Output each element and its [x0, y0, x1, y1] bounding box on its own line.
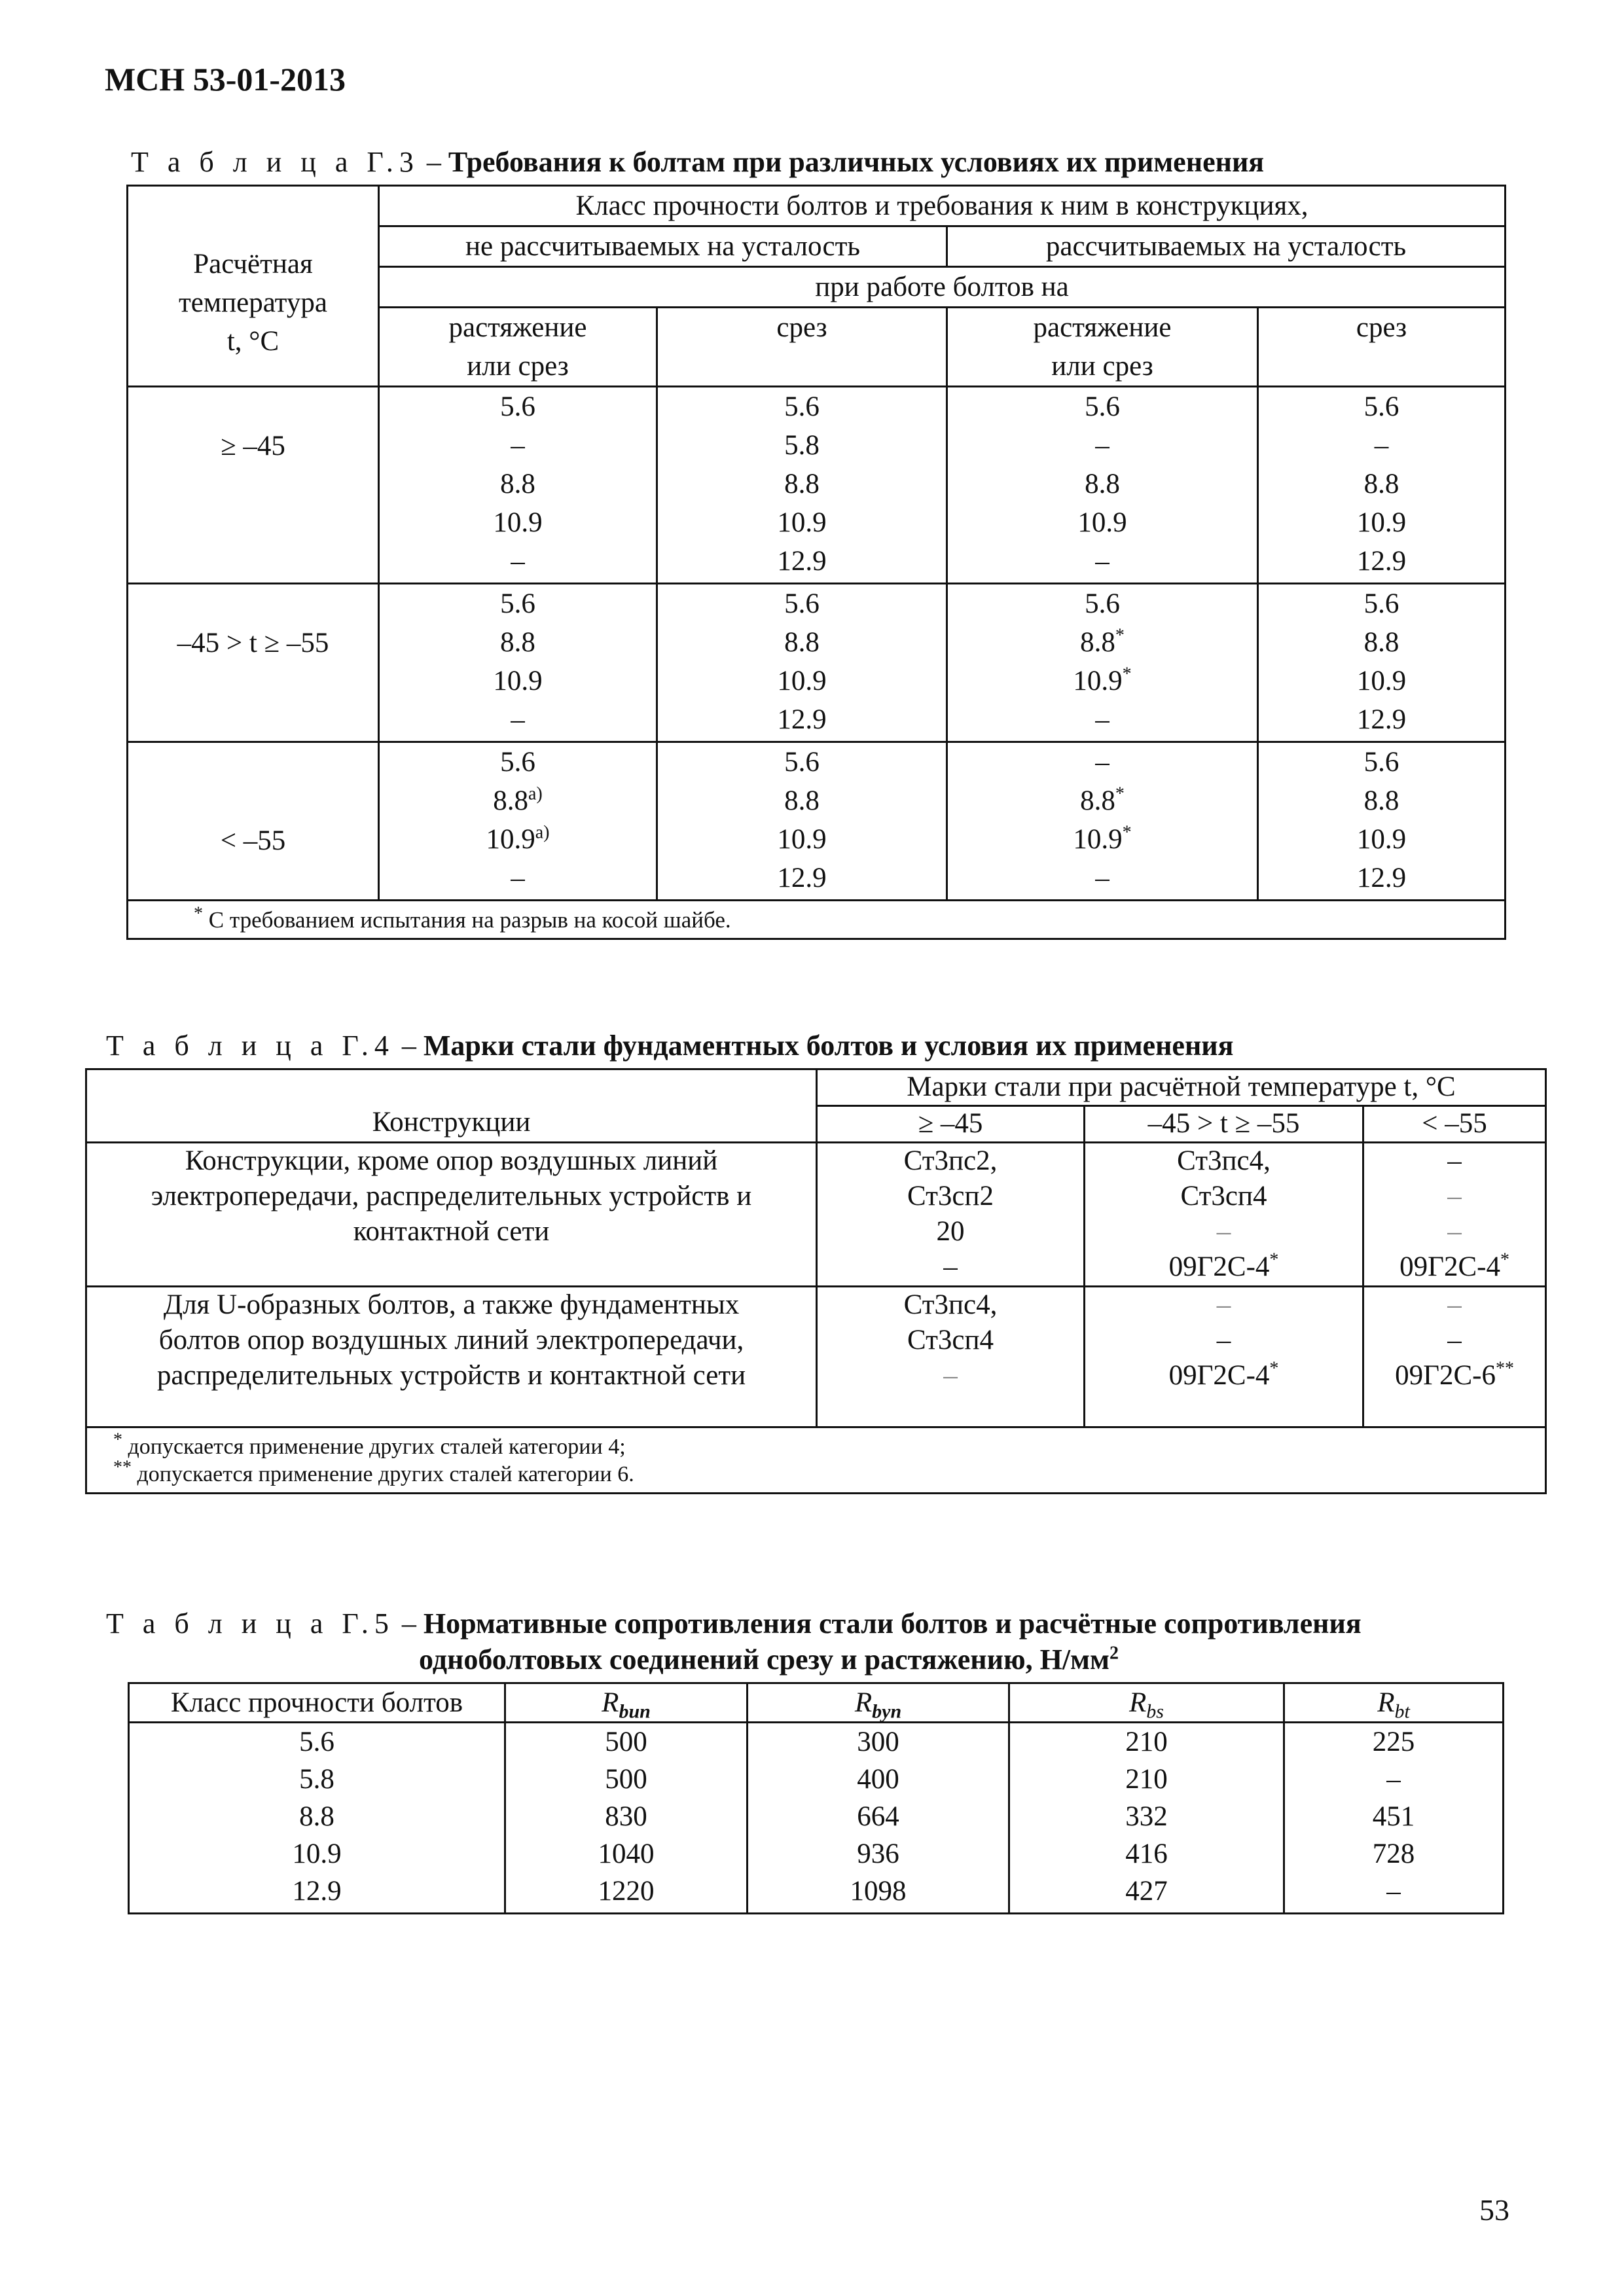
- table-cell: 416: [1125, 1839, 1168, 1869]
- class-value: 5.6: [500, 747, 535, 778]
- double-asterisk-mark: **: [1495, 1358, 1514, 1379]
- header-text: Конструкции: [372, 1107, 531, 1138]
- class-value: 10.9: [493, 507, 543, 538]
- table-row: [128, 584, 1506, 742]
- construction-line: Конструкции, кроме опор воздушных линий: [185, 1145, 718, 1176]
- footnote-text: допускается применение других сталей категории 6.: [137, 1462, 634, 1486]
- class-value: 12.9: [777, 863, 827, 893]
- table5-col: [129, 1723, 505, 1914]
- table3-footnote: [128, 901, 1506, 939]
- class-value: 10.9: [493, 666, 543, 696]
- steel-value: Ст3сп2: [907, 1181, 994, 1211]
- table3-cell: [1258, 387, 1506, 584]
- table4-cell: [1363, 1143, 1546, 1287]
- class-value: 5.6: [1363, 747, 1399, 778]
- table4-cell: [1085, 1143, 1363, 1287]
- asterisk-mark: *: [1269, 1249, 1279, 1270]
- tension-line: или срез: [1051, 351, 1153, 382]
- r-symbol: R: [602, 1687, 619, 1718]
- table-cell: 400: [857, 1764, 899, 1795]
- table-cell: 12.9: [292, 1876, 342, 1907]
- table3-cell: [1258, 742, 1506, 901]
- class-value: 8.8: [784, 785, 820, 816]
- table-cell: 10.9: [292, 1839, 342, 1869]
- steel-value: –: [1447, 1325, 1462, 1355]
- class-value: –: [511, 546, 525, 577]
- temp-value: < –55: [220, 825, 286, 856]
- table3-cell: [657, 387, 947, 584]
- asterisk-mark: *: [1269, 1358, 1279, 1379]
- table3-title: Требования к болтам при различных условиях их применения: [448, 146, 1265, 178]
- class-value: 5.6: [1363, 391, 1399, 422]
- temp-header-line: Расчётная: [193, 248, 313, 279]
- table4: [85, 1068, 1547, 1494]
- class-value: 10.9: [1073, 824, 1123, 855]
- tension-line: или срез: [467, 351, 569, 382]
- footnote-line: [113, 1429, 1545, 1461]
- table-row: [128, 387, 1506, 584]
- table5: [128, 1682, 1504, 1914]
- table4-cell: [1363, 1287, 1546, 1427]
- steel-value: –: [1216, 1289, 1231, 1320]
- class-value: 5.6: [784, 747, 820, 778]
- table3-cell: [657, 584, 947, 742]
- class-value: –: [1095, 546, 1110, 577]
- steel-value-marked: [1085, 1358, 1362, 1393]
- class-value: –: [1095, 430, 1110, 461]
- class-value: 10.9: [1077, 507, 1127, 538]
- temp-header-line: t, °С: [226, 325, 280, 357]
- table4-cell: [1085, 1287, 1363, 1427]
- asterisk-mark: *: [113, 1429, 122, 1450]
- table5-caption-line2: [419, 1643, 1119, 1676]
- table4-footnotes: [86, 1427, 1546, 1494]
- class-value-marked: [948, 820, 1257, 859]
- table3-cell: [657, 742, 947, 901]
- asterisk-mark: *: [1122, 664, 1132, 685]
- table5-r-header: [1284, 1683, 1504, 1723]
- footnote-a-mark: a): [528, 783, 543, 804]
- class-value-marked: [380, 781, 656, 820]
- class-value: 8.8: [500, 469, 535, 499]
- table3-tension-header: [379, 308, 657, 387]
- steel-value: –: [1447, 1145, 1462, 1176]
- table-cell: 1040: [598, 1839, 655, 1869]
- class-value: 5.6: [500, 588, 535, 619]
- steel-value: 20: [936, 1216, 965, 1247]
- table3-shear-header: срез: [1258, 308, 1506, 387]
- r-subscript: bun: [619, 1700, 651, 1723]
- class-value: 8.8: [1363, 627, 1399, 658]
- class-value: 8.8: [784, 627, 820, 658]
- table-row: [128, 742, 1506, 901]
- table4-construction-cell: [86, 1143, 817, 1287]
- class-value: 10.9: [1073, 666, 1123, 696]
- construction-line: электропередачи, распределительных устройств и: [151, 1181, 752, 1211]
- table4-temp-header: ≥ –45: [817, 1106, 1085, 1143]
- table3-class-header: Класс прочности болтов и требования к ним в конструкциях,: [379, 186, 1506, 226]
- table-cell: 225: [1372, 1727, 1415, 1757]
- class-value: 12.9: [1356, 546, 1407, 577]
- steel-value-marked: [1364, 1249, 1545, 1285]
- table4-temp-header: –45 > t ≥ –55: [1085, 1106, 1363, 1143]
- class-value: 12.9: [1356, 704, 1407, 735]
- footnote-line: [113, 1457, 1545, 1488]
- class-value: 8.8: [1080, 785, 1115, 816]
- table5-col: [505, 1723, 748, 1914]
- table-cell: 728: [1372, 1839, 1415, 1869]
- tension-line: растяжение: [448, 312, 587, 343]
- table-row: [129, 1723, 1504, 1914]
- table5-r-header: [748, 1683, 1009, 1723]
- class-value: –: [511, 704, 525, 735]
- r-symbol: R: [854, 1687, 873, 1718]
- class-value: 5.6: [1085, 391, 1120, 422]
- class-value-marked: [948, 623, 1257, 662]
- table5-title-line2: [419, 1643, 1119, 1676]
- steel-value-marked: [1364, 1358, 1545, 1393]
- table-cell: 500: [605, 1727, 647, 1757]
- steel-value: –: [1216, 1325, 1231, 1355]
- table3-cell: [379, 387, 657, 584]
- table3-cell: [947, 584, 1258, 742]
- steel-value: Ст3пс4,: [1177, 1145, 1271, 1176]
- table4-constructions-header: [86, 1069, 817, 1143]
- table3-cell: [379, 742, 657, 901]
- temp-header-line: температура: [179, 287, 327, 318]
- class-value-marked: [948, 781, 1257, 820]
- table4-construction-cell: [86, 1287, 817, 1427]
- class-value: –: [1095, 863, 1110, 893]
- table3-temp-header: [128, 186, 379, 387]
- table5-col: [1009, 1723, 1284, 1914]
- class-value: 8.8: [1085, 469, 1120, 499]
- asterisk-mark: *: [194, 903, 203, 924]
- table4-cell: [817, 1287, 1085, 1427]
- table-cell: 500: [605, 1764, 647, 1795]
- steel-value: Ст3пс2,: [903, 1145, 998, 1176]
- table-cell: 300: [857, 1727, 899, 1757]
- table5-col: [748, 1723, 1009, 1914]
- table3-cell: [947, 387, 1258, 584]
- asterisk-mark: *: [1115, 783, 1125, 804]
- asterisk-mark: *: [1122, 822, 1132, 843]
- table4-cell: [817, 1143, 1085, 1287]
- table4-temp-header: < –55: [1363, 1106, 1546, 1143]
- table-cell: 332: [1125, 1801, 1168, 1832]
- class-value: 8.8: [1363, 785, 1399, 816]
- class-value: 10.9: [1356, 666, 1407, 696]
- table3-not-fatigue-header: не рассчитываемых на усталость: [379, 226, 947, 267]
- class-value: –: [1095, 747, 1110, 778]
- class-value: 12.9: [777, 704, 827, 735]
- steel-value: Ст3пс4,: [903, 1289, 998, 1320]
- class-value: 8.8: [493, 785, 528, 816]
- table-cell: 8.8: [299, 1801, 334, 1832]
- table3: [126, 185, 1506, 940]
- table5-class-header: Класс прочности болтов: [129, 1683, 505, 1723]
- r-subscript: byn: [872, 1700, 902, 1723]
- r-symbol: R: [1129, 1687, 1147, 1718]
- table3-label: Т а б л и ц а Г.3: [131, 146, 420, 178]
- steel-value: –: [943, 1360, 958, 1391]
- table4-label: Т а б л и ц а Г.4: [106, 1030, 395, 1062]
- table4-caption: Т а б л и ц а Г.4 – Марки стали фундаментных болтов и условия их применения: [106, 1030, 1234, 1062]
- table-cell: 936: [857, 1839, 899, 1869]
- asterisk-mark: *: [1500, 1249, 1509, 1270]
- construction-line: распределительных устройств и контактной сети: [156, 1360, 746, 1391]
- table5-label: Т а б л и ц а Г.5: [106, 1607, 395, 1640]
- table-cell: 210: [1125, 1727, 1168, 1757]
- asterisk-mark: *: [1115, 625, 1125, 646]
- class-value: 12.9: [1356, 863, 1407, 893]
- table3-temp-cell: [128, 584, 379, 742]
- steel-value-marked: [1085, 1249, 1362, 1285]
- r-subscript: bt: [1394, 1700, 1410, 1723]
- temp-value: ≥ –45: [221, 431, 285, 461]
- table3-fatigue-header: рассчитываемых на усталость: [947, 226, 1506, 267]
- temp-value: –45 > t ≥ –55: [177, 628, 329, 658]
- title-text: одноболтовых соединений срезу и растяжению, Н/мм: [419, 1643, 1110, 1676]
- class-value: –: [1374, 430, 1389, 461]
- steel-value: Ст3сп4: [1180, 1181, 1267, 1211]
- table3-cell: [379, 584, 657, 742]
- table-row: [86, 1143, 1546, 1287]
- table5-r-header: [505, 1683, 748, 1723]
- construction-line: болтов опор воздушных линий электропередачи,: [158, 1325, 744, 1355]
- footnote-text: С требованием испытания на разрыв на косой шайбе.: [208, 907, 731, 933]
- class-value: 12.9: [777, 546, 827, 577]
- r-symbol: R: [1377, 1687, 1395, 1718]
- table5-col: [1284, 1723, 1504, 1914]
- footnote-text: допускается применение других сталей категории 4;: [128, 1435, 626, 1459]
- class-value: 8.8: [1363, 469, 1399, 499]
- table-cell: 830: [605, 1801, 647, 1832]
- class-value: 5.8: [784, 430, 820, 461]
- steel-value: –: [1447, 1216, 1462, 1247]
- class-value: 10.9: [777, 824, 827, 855]
- table-cell: 664: [857, 1801, 899, 1832]
- table5-r-header: [1009, 1683, 1284, 1723]
- steel-value: 09Г2С-4: [1168, 1251, 1270, 1282]
- table3-work-header: при работе болтов на: [379, 267, 1506, 308]
- table4-title: Марки стали фундаментных болтов и условия их применения: [423, 1030, 1234, 1062]
- table3-cell: [947, 742, 1258, 901]
- steel-value: Ст3сп4: [907, 1325, 994, 1355]
- table3-temp-cell: [128, 742, 379, 901]
- table3-temp-cell: [128, 387, 379, 584]
- class-value: 5.6: [500, 391, 535, 422]
- class-value-marked: [948, 662, 1257, 700]
- steel-value: 09Г2С-6: [1395, 1360, 1496, 1391]
- table-cell: 427: [1125, 1876, 1168, 1907]
- class-value: 10.9: [1356, 507, 1407, 538]
- table3-shear-header: срез: [657, 308, 947, 387]
- steel-value: –: [1216, 1216, 1231, 1247]
- class-value: 5.6: [1085, 588, 1120, 619]
- document-code: МСН 53-01-2013: [105, 61, 346, 98]
- steel-value: –: [1447, 1181, 1462, 1211]
- tension-line: растяжение: [1033, 312, 1172, 343]
- class-value: 10.9: [1356, 824, 1407, 855]
- class-value: 10.9: [777, 666, 827, 696]
- table-cell: 451: [1372, 1801, 1415, 1832]
- steel-value: –: [1447, 1289, 1462, 1320]
- class-value: 8.8: [500, 627, 535, 658]
- steel-value: 09Г2С-4: [1168, 1360, 1270, 1391]
- class-value: 8.8: [1080, 627, 1115, 658]
- class-value: 8.8: [784, 469, 820, 499]
- table3-caption: Т а б л и ц а Г.3 – Требования к болтам при различных условиях их применения: [131, 146, 1265, 178]
- class-value: 10.9: [777, 507, 827, 538]
- class-value: 5.6: [784, 588, 820, 619]
- page-number: 53: [1479, 2193, 1509, 2227]
- table-cell: –: [1386, 1876, 1401, 1907]
- class-value: 10.9: [486, 824, 535, 855]
- construction-line: контактной сети: [353, 1216, 550, 1247]
- steel-value: 09Г2С-4: [1399, 1251, 1500, 1282]
- table-cell: 5.8: [299, 1764, 334, 1795]
- class-value: 5.6: [784, 391, 820, 422]
- class-value: 5.6: [1363, 588, 1399, 619]
- class-value: –: [1095, 704, 1110, 735]
- double-asterisk-mark: **: [113, 1457, 132, 1478]
- construction-line: Для U-образных болтов, а также фундаментных: [163, 1289, 740, 1320]
- table-row: [86, 1287, 1546, 1427]
- table3-tension-header: [947, 308, 1258, 387]
- r-subscript: bs: [1146, 1700, 1164, 1723]
- class-value-marked: [380, 820, 656, 859]
- class-value: –: [511, 863, 525, 893]
- table-cell: 210: [1125, 1764, 1168, 1795]
- table5-caption: Т а б л и ц а Г.5 – Нормативные сопротивления стали болтов и расчётные сопротивления: [106, 1607, 1362, 1640]
- table3-cell: [1258, 584, 1506, 742]
- class-value: –: [511, 430, 525, 461]
- table-cell: –: [1386, 1764, 1401, 1795]
- table-cell: 1220: [598, 1876, 655, 1907]
- steel-value: –: [943, 1251, 958, 1282]
- table4-steel-header: Марки стали при расчётной температуре t, °С: [817, 1069, 1546, 1106]
- title-superscript: 2: [1110, 1643, 1119, 1664]
- table-cell: 1098: [850, 1876, 907, 1907]
- table-cell: 5.6: [299, 1727, 334, 1757]
- footnote-a-mark: a): [535, 822, 550, 843]
- table5-title-line1: Нормативные сопротивления стали болтов и расчётные сопротивления: [423, 1607, 1362, 1640]
